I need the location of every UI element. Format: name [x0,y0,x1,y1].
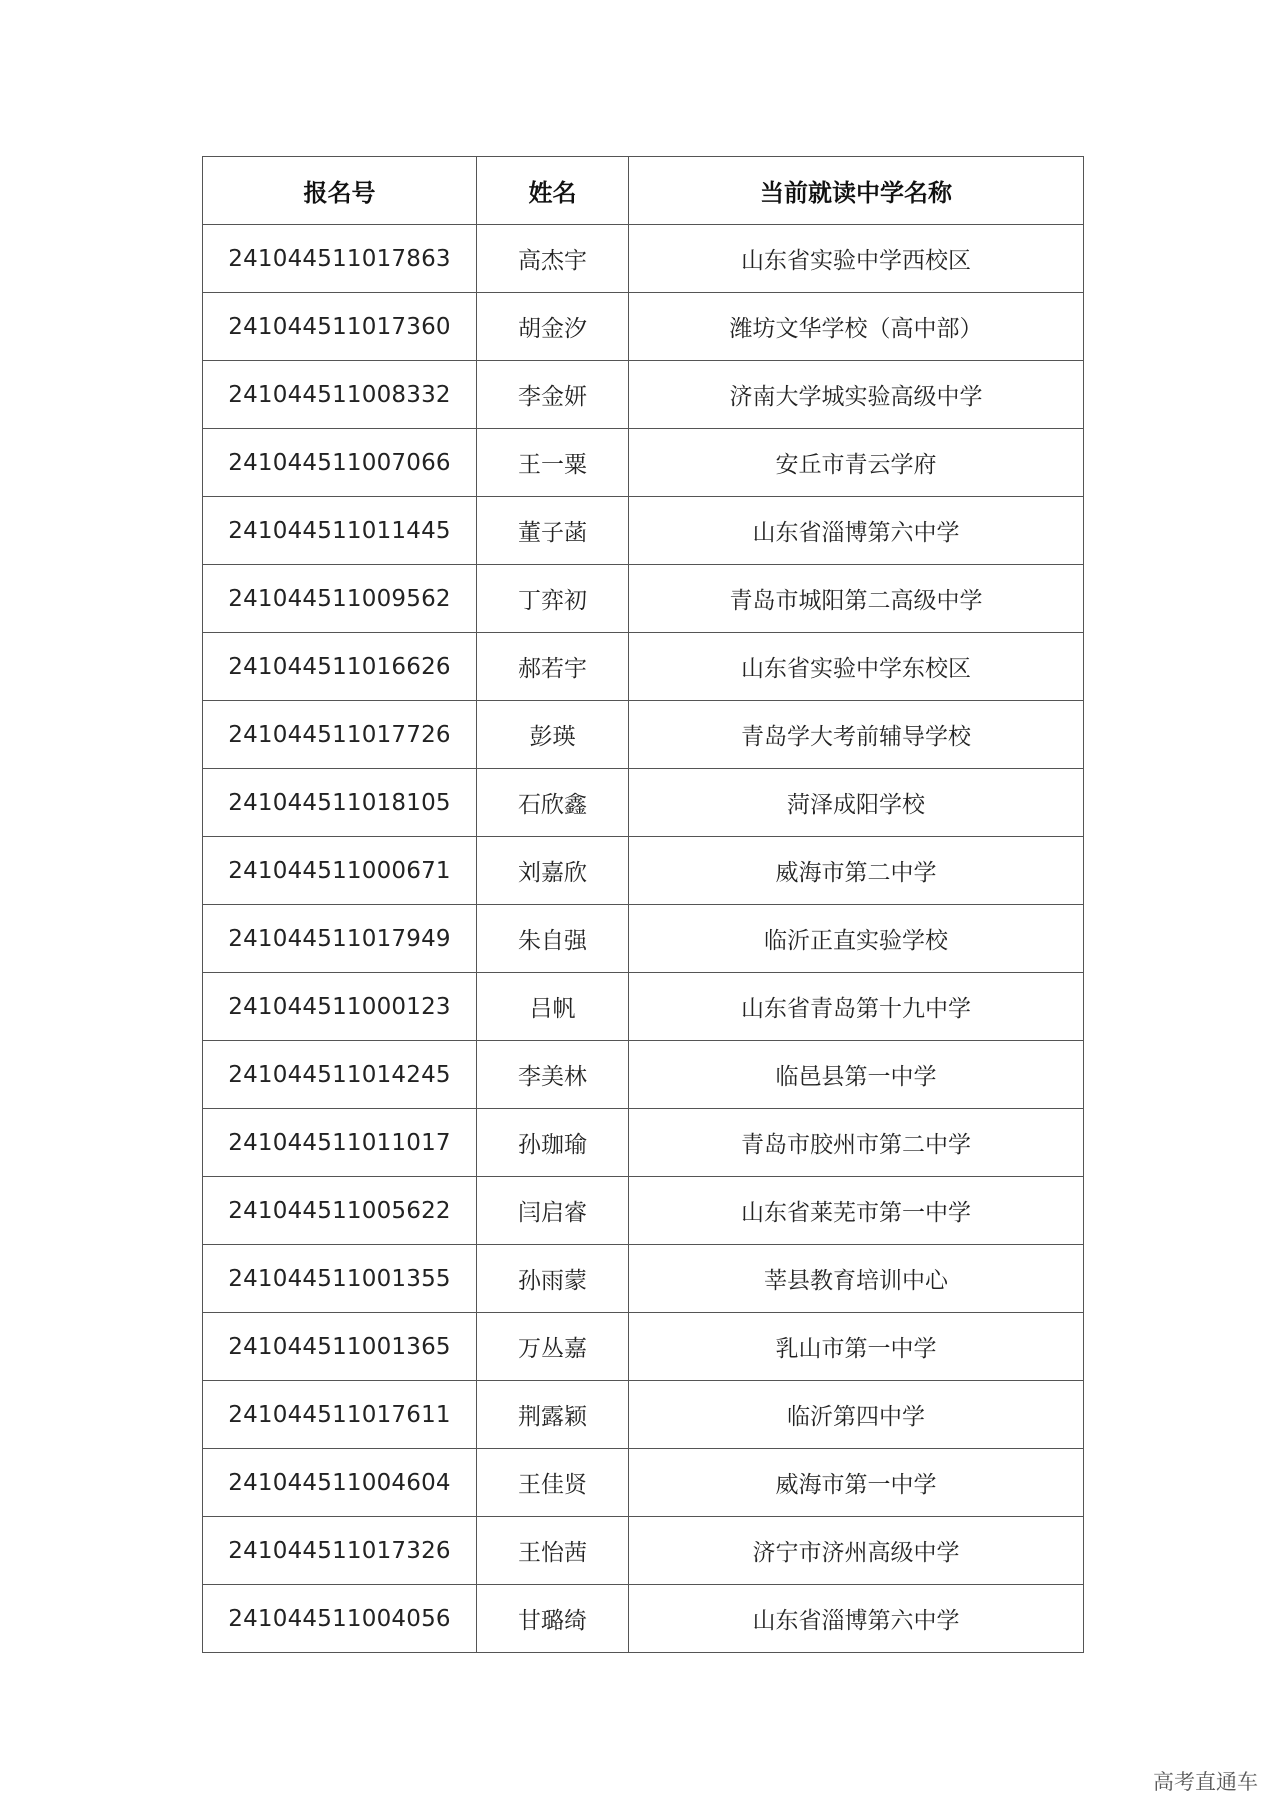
school-name-cell: 山东省淄博第六中学 [629,497,1084,565]
school-name-cell: 临邑县第一中学 [629,1041,1084,1109]
table-row [203,1313,1084,1381]
registration-number-cell: 241044511018105 [203,769,477,837]
table-row [203,837,1084,905]
table-row [203,1585,1084,1653]
table-row [203,1245,1084,1313]
school-name-cell: 山东省青岛第十九中学 [629,973,1084,1041]
header-registration-number: 报名号 [203,157,477,225]
registration-number-cell: 241044511014245 [203,1041,477,1109]
registration-number-cell: 241044511017949 [203,905,477,973]
table-header-row [203,157,1084,225]
school-name-cell: 山东省实验中学东校区 [629,633,1084,701]
school-name-cell: 菏泽成阳学校 [629,769,1084,837]
school-name-cell: 济南大学城实验高级中学 [629,361,1084,429]
school-name-cell: 威海市第二中学 [629,837,1084,905]
student-name-cell: 胡金汐 [477,293,629,361]
school-name-cell: 威海市第一中学 [629,1449,1084,1517]
student-name-cell: 甘璐绮 [477,1585,629,1653]
table-row [203,701,1084,769]
header-name: 姓名 [477,157,629,225]
school-name-cell: 济宁市济州高级中学 [629,1517,1084,1585]
registration-number-cell: 241044511004604 [203,1449,477,1517]
table-row [203,293,1084,361]
registration-number-cell: 241044511001355 [203,1245,477,1313]
registration-number-cell: 241044511008332 [203,361,477,429]
school-name-cell: 潍坊文华学校（高中部） [629,293,1084,361]
registration-number-cell: 241044511017611 [203,1381,477,1449]
registration-number-cell: 241044511017360 [203,293,477,361]
school-name-cell: 莘县教育培训中心 [629,1245,1084,1313]
table-row [203,769,1084,837]
registration-number-cell: 241044511007066 [203,429,477,497]
header-school-name: 当前就读中学名称 [629,157,1084,225]
registration-number-cell: 241044511000123 [203,973,477,1041]
student-name-cell: 李金妍 [477,361,629,429]
school-name-cell: 山东省淄博第六中学 [629,1585,1084,1653]
school-name-cell: 临沂第四中学 [629,1381,1084,1449]
student-name-cell: 孙珈瑜 [477,1109,629,1177]
school-name-cell: 安丘市青云学府 [629,429,1084,497]
school-name-cell: 青岛市城阳第二高级中学 [629,565,1084,633]
table-row [203,361,1084,429]
registration-number-cell: 241044511004056 [203,1585,477,1653]
table-row [203,1041,1084,1109]
student-name-cell: 万丛嘉 [477,1313,629,1381]
table-row [203,1517,1084,1585]
student-name-cell: 石欣鑫 [477,769,629,837]
table-row [203,1109,1084,1177]
table-row [203,497,1084,565]
student-name-cell: 荆露颖 [477,1381,629,1449]
student-name-cell: 高杰宇 [477,225,629,293]
student-name-cell: 郝若宇 [477,633,629,701]
registration-number-cell: 241044511001365 [203,1313,477,1381]
student-name-cell: 王佳贤 [477,1449,629,1517]
registration-number-cell: 241044511017326 [203,1517,477,1585]
student-name-cell: 朱自强 [477,905,629,973]
table-row [203,905,1084,973]
registration-number-cell: 241044511009562 [203,565,477,633]
admission-roster-table [202,156,1084,1653]
registration-number-cell: 241044511017863 [203,225,477,293]
table-row [203,429,1084,497]
student-name-cell: 闫启睿 [477,1177,629,1245]
student-name-cell: 董子菡 [477,497,629,565]
student-name-cell: 彭瑛 [477,701,629,769]
student-name-cell: 李美林 [477,1041,629,1109]
table-row [203,565,1084,633]
student-name-cell: 王一粟 [477,429,629,497]
student-name-cell: 丁弈初 [477,565,629,633]
student-name-cell: 吕帆 [477,973,629,1041]
table-body [203,225,1084,1653]
registration-number-cell: 241044511016626 [203,633,477,701]
table-row [203,1381,1084,1449]
school-name-cell: 青岛学大考前辅导学校 [629,701,1084,769]
student-name-cell: 王怡茜 [477,1517,629,1585]
school-name-cell: 临沂正直实验学校 [629,905,1084,973]
school-name-cell: 山东省莱芜市第一中学 [629,1177,1084,1245]
school-name-cell: 山东省实验中学西校区 [629,225,1084,293]
registration-number-cell: 241044511017726 [203,701,477,769]
school-name-cell: 乳山市第一中学 [629,1313,1084,1381]
registration-number-cell: 241044511000671 [203,837,477,905]
table-row [203,633,1084,701]
table-row [203,1177,1084,1245]
registration-number-cell: 241044511011017 [203,1109,477,1177]
watermark-text: 高考直通车 [1153,1770,1258,1794]
registration-number-cell: 241044511005622 [203,1177,477,1245]
table-row [203,225,1084,293]
school-name-cell: 青岛市胶州市第二中学 [629,1109,1084,1177]
student-name-cell: 刘嘉欣 [477,837,629,905]
table-row [203,973,1084,1041]
student-name-cell: 孙雨蒙 [477,1245,629,1313]
registration-number-cell: 241044511011445 [203,497,477,565]
table-row [203,1449,1084,1517]
